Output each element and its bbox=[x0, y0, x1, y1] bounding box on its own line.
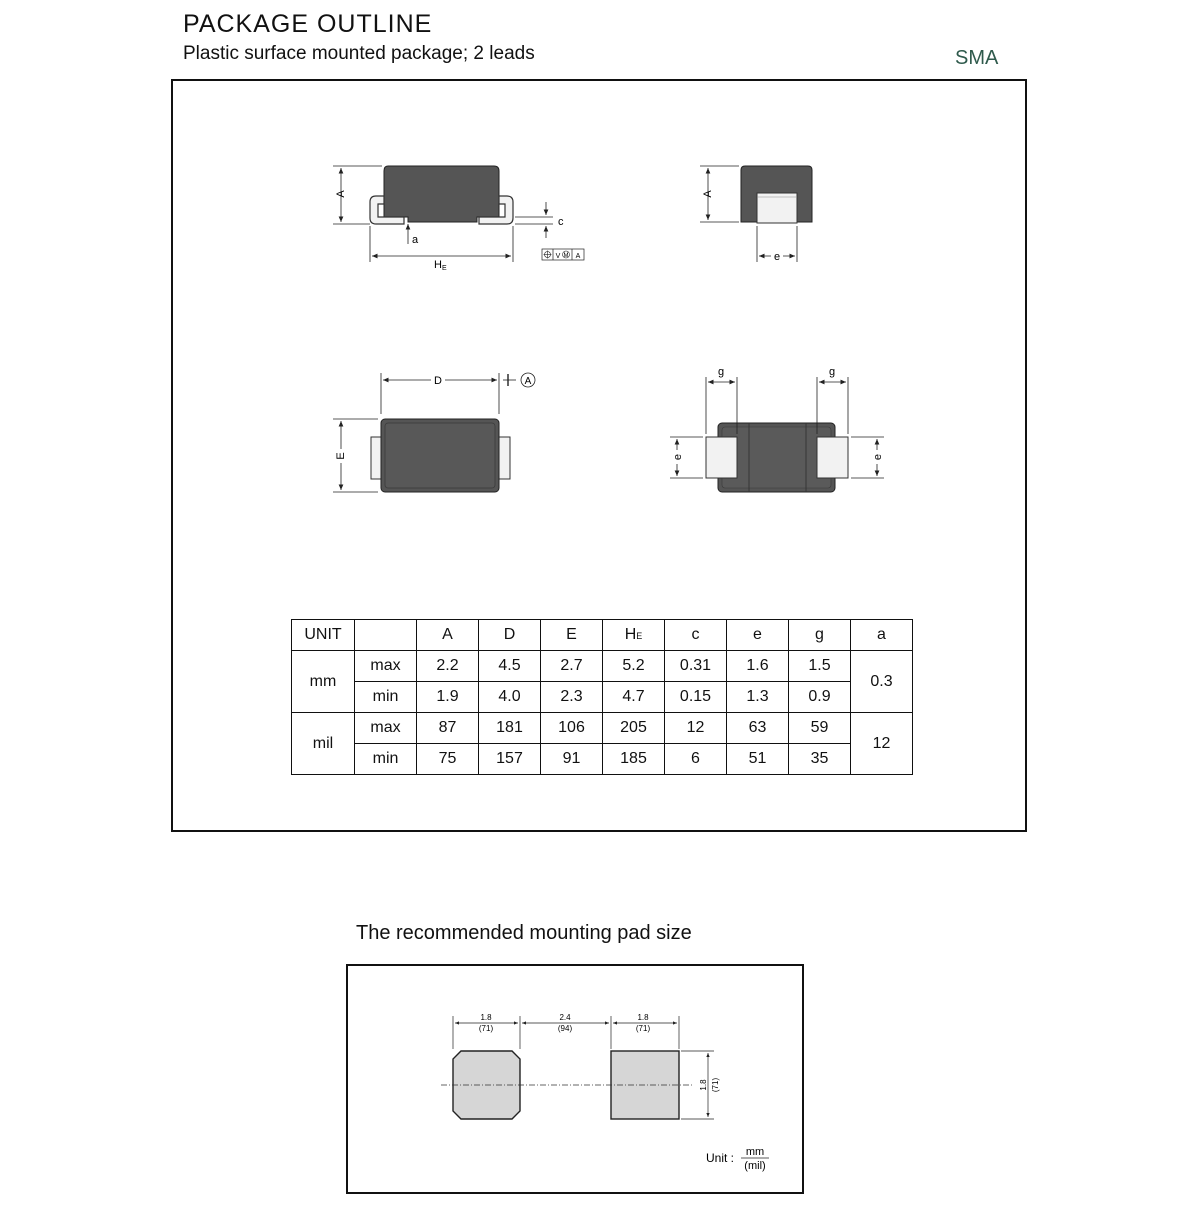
gap-dim-mm: 2.4 bbox=[559, 1013, 571, 1022]
value-cell: 0.15 bbox=[665, 682, 727, 713]
unit-label: Unit : bbox=[706, 1151, 735, 1165]
table-row bbox=[292, 744, 913, 775]
tolerance-v: V bbox=[555, 253, 561, 260]
datum-label-A: A bbox=[524, 376, 532, 387]
header-cell: D bbox=[479, 620, 541, 651]
gap-dim-mil: (94) bbox=[557, 1024, 573, 1033]
value-cell-a: 0.3 bbox=[851, 651, 913, 713]
mounting-pad-title: The recommended mounting pad size bbox=[356, 922, 692, 944]
header-cell: A bbox=[417, 620, 479, 651]
value-cell: 4.7 bbox=[603, 682, 665, 713]
value-cell: 2.2 bbox=[417, 651, 479, 682]
limit-cell: min bbox=[355, 744, 417, 775]
dim-label-e-end: e bbox=[773, 251, 781, 263]
value-cell: 1.5 bbox=[789, 651, 851, 682]
top-view bbox=[333, 373, 535, 492]
header-cell: e bbox=[727, 620, 789, 651]
pad-height-mil: (71) bbox=[711, 1077, 720, 1093]
header-cell bbox=[355, 620, 417, 651]
value-cell: 185 bbox=[603, 744, 665, 775]
value-cell: 59 bbox=[789, 713, 851, 744]
value-cell: 4.5 bbox=[479, 651, 541, 682]
tolerance-m: M bbox=[563, 253, 569, 259]
unit-denominator: (mil) bbox=[744, 1160, 766, 1172]
value-cell: 87 bbox=[417, 713, 479, 744]
value-cell: 2.3 bbox=[541, 682, 603, 713]
table-row bbox=[292, 682, 913, 713]
value-cell: 1.6 bbox=[727, 651, 789, 682]
value-cell: 4.0 bbox=[479, 682, 541, 713]
dim-label-HE-main: H bbox=[434, 259, 442, 271]
dim-label-e-left: e bbox=[672, 453, 684, 461]
side-view bbox=[333, 166, 584, 272]
dim-label-e-right: e bbox=[872, 453, 884, 461]
limit-cell: max bbox=[355, 651, 417, 682]
header-cell-HE bbox=[603, 620, 665, 651]
value-cell: 63 bbox=[727, 713, 789, 744]
pad-dim-mil: (71) bbox=[478, 1024, 494, 1033]
table-header-row bbox=[292, 620, 913, 651]
tolerance-frame bbox=[542, 249, 584, 260]
value-cell: 0.31 bbox=[665, 651, 727, 682]
value-cell: 35 bbox=[789, 744, 851, 775]
dim-label-g-right: g bbox=[828, 366, 836, 378]
pad-height-mm: 1.8 bbox=[699, 1079, 708, 1091]
dim-label-HE-sub: E bbox=[442, 265, 447, 272]
value-cell: 0.9 bbox=[789, 682, 851, 713]
dim-label-c: c bbox=[558, 216, 564, 228]
value-cell: 12 bbox=[665, 713, 727, 744]
table-row bbox=[292, 713, 913, 744]
value-cell: 1.3 bbox=[727, 682, 789, 713]
bottom-view bbox=[670, 366, 884, 492]
he-sub: E bbox=[636, 631, 643, 641]
value-cell: 106 bbox=[541, 713, 603, 744]
header-cell: a bbox=[851, 620, 913, 651]
value-cell: 6 bbox=[665, 744, 727, 775]
header-cell: g bbox=[789, 620, 851, 651]
value-cell: 75 bbox=[417, 744, 479, 775]
pad-dim-mil: (71) bbox=[635, 1024, 651, 1033]
unit-numerator: mm bbox=[745, 1146, 765, 1158]
table-row bbox=[292, 651, 913, 682]
value-cell: 51 bbox=[727, 744, 789, 775]
unit-cell: mil bbox=[292, 713, 355, 775]
header-cell: E bbox=[541, 620, 603, 651]
dim-label-A-side: A bbox=[335, 190, 347, 198]
value-cell: 5.2 bbox=[603, 651, 665, 682]
dimension-table bbox=[291, 619, 913, 775]
limit-cell: max bbox=[355, 713, 417, 744]
pad-dim-mm: 1.8 bbox=[480, 1013, 492, 1022]
pad-dim-mm: 1.8 bbox=[637, 1013, 649, 1022]
mounting-pad-drawing bbox=[346, 964, 804, 1194]
header-cell: c bbox=[665, 620, 727, 651]
dim-label-a: a bbox=[412, 234, 419, 246]
value-cell-a: 12 bbox=[851, 713, 913, 775]
dim-label-A-end: A bbox=[702, 190, 714, 198]
limit-cell: min bbox=[355, 682, 417, 713]
he-main: H bbox=[624, 626, 637, 643]
package-code: SMA bbox=[955, 47, 999, 69]
header-cell: UNIT bbox=[292, 620, 355, 651]
value-cell: 2.7 bbox=[541, 651, 603, 682]
value-cell: 181 bbox=[479, 713, 541, 744]
unit-cell: mm bbox=[292, 651, 355, 713]
value-cell: 205 bbox=[603, 713, 665, 744]
dim-label-g-left: g bbox=[717, 366, 725, 378]
value-cell: 1.9 bbox=[417, 682, 479, 713]
dim-label-D: D bbox=[434, 375, 442, 387]
end-view bbox=[700, 166, 812, 263]
page-title: PACKAGE OUTLINE bbox=[183, 10, 433, 38]
value-cell: 91 bbox=[541, 744, 603, 775]
tolerance-a: A bbox=[575, 253, 581, 260]
value-cell: 157 bbox=[479, 744, 541, 775]
page-subtitle: Plastic surface mounted package; 2 leads bbox=[183, 43, 535, 64]
dim-label-E: E bbox=[335, 452, 347, 460]
